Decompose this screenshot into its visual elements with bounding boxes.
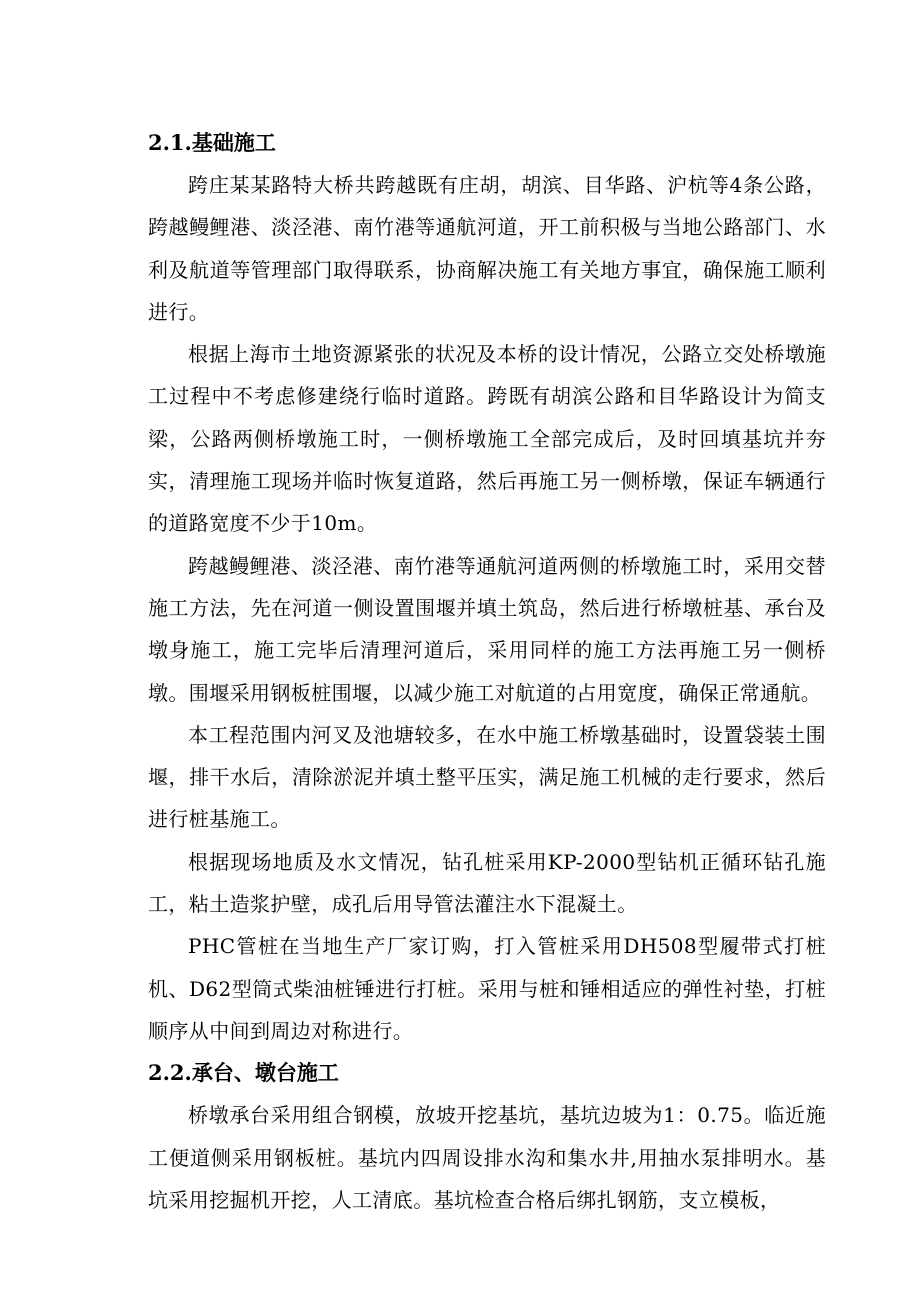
section-heading-pile-cap: 2.2.承台、墩台施工: [148, 1060, 339, 1086]
paragraph: PHC管桩在当地生产厂家订购，打入管桩采用DH508型履带式打桩机、D62型筒式柴油桩锤进行打桩。采用与桩和锤相适应的弹性衬垫，打桩顺序从中间到周边对称进行。: [148, 934, 826, 1043]
paragraph: 根据现场地质及水文情况，钻孔桩采用KP-2000型钻机正循环钻孔施工，粘土造浆护壁，成孔后用导管法灌注水下混凝土。: [148, 849, 826, 917]
paragraph: 跨庄某某路特大桥共跨越既有庄胡，胡滨、目华路、沪杭等4条公路，跨越鳗鲤港、淡泾港、南竹港等通航河道，开工前积极与当地公路部门、水利及航道等管理部门取得联系，协商解决施工有关地方事宜，确保施工顺利进行。: [148, 173, 826, 324]
paragraph: 根据上海市土地资源紧张的状况及本桥的设计情况，公路立交处桥墩施工过程中不考虑修建绕行临时道路。跨既有胡滨公路和目华路设计为简支梁，公路两侧桥墩施工时，一侧桥墩施工全部完成后，及时回填基坑并夯实，清理施工现场并临时恢复道路，然后再施工另一侧桥墩，保证车辆通行的道路宽度不少于10m。: [148, 342, 826, 536]
paragraph: 本工程范围内河叉及池塘较多，在水中施工桥墩基础时，设置袋装土围堰，排干水后，清除淤泥并填土整平压实，满足施工机械的走行要求，然后进行桩基施工。: [148, 722, 826, 832]
section-heading-foundation: 2.1.基础施工: [148, 130, 276, 155]
paragraph: 跨越鳗鲤港、淡泾港、南竹港等通航河道两侧的桥墩施工时，采用交替施工方法，先在河道一侧设置围堰并填土筑岛，然后进行桥墩桩基、承台及墩身施工，施工完毕后清理河道后，采用同样的施工方法再施工另一侧桥墩。围堰采用钢板桩围堰，以减少施工对航道的占用宽度，确保正常通航。: [148, 553, 826, 705]
paragraph: 桥墩承台采用组合钢模，放坡开挖基坑，基坑边坡为1：0.75。临近施工便道侧采用钢板桩。基坑内四周设排水沟和集水井,用抽水泵排明水。基坑采用挖掘机开挖，人工清底。基坑检查合格后绑扎钢筋，支立模板，: [148, 1103, 826, 1212]
document-body: [148, 122, 826, 1221]
